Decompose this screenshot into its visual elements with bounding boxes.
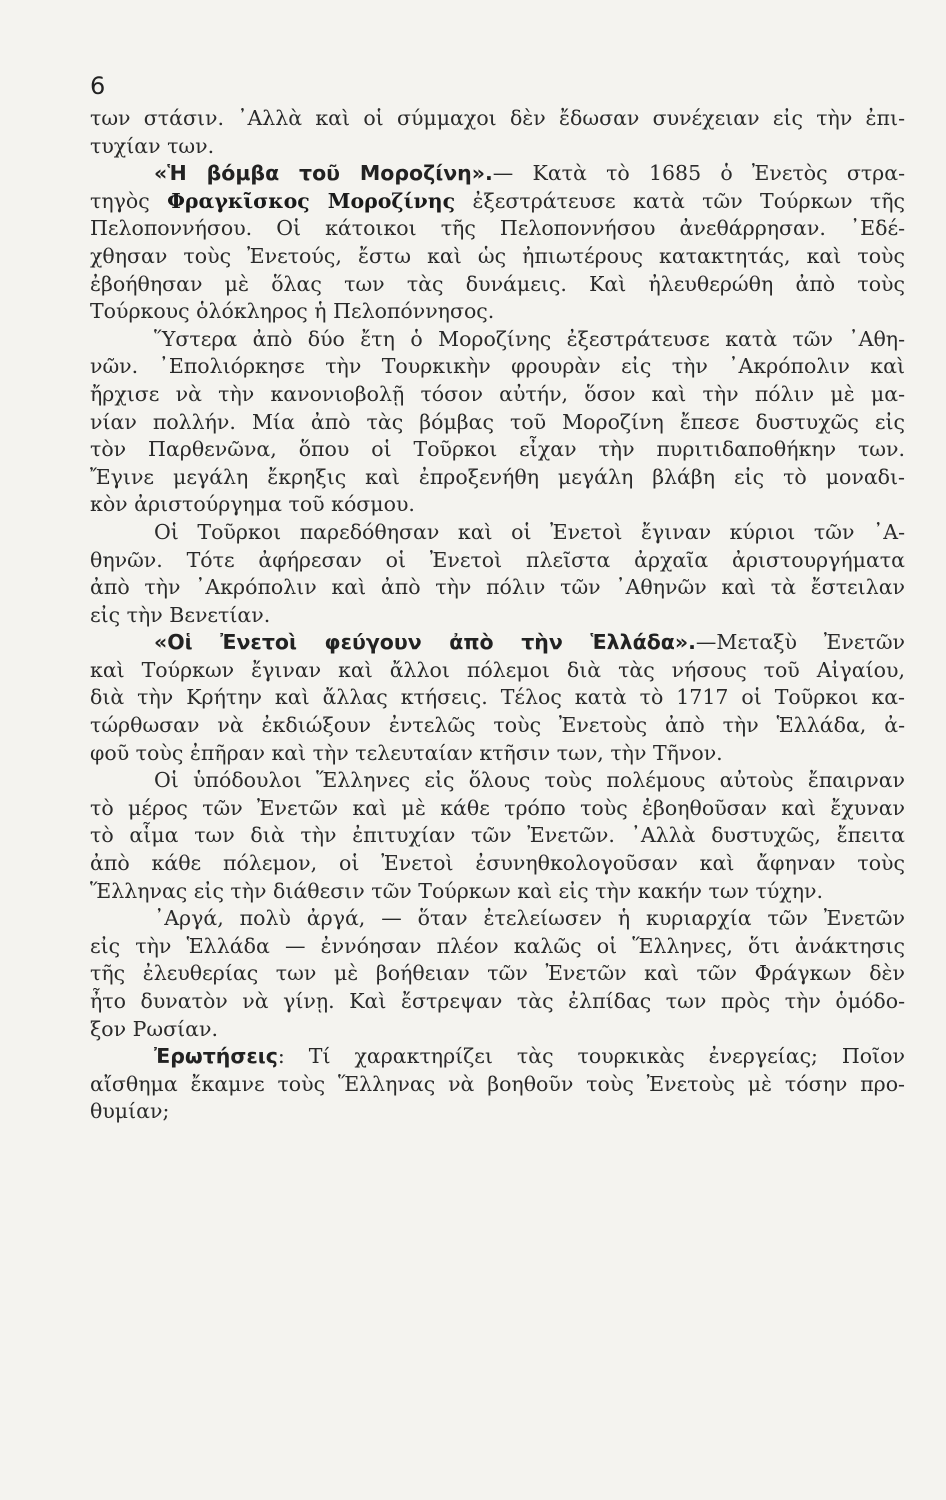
text-line: Πελοποννήσου. Οἱ κάτοικοι τῆς Πελοποννήσου ἀνεθάρρησαν. ᾿Εδέ-	[90, 216, 905, 241]
questions-line	[90, 1043, 905, 1071]
text-line: καὶ Τούρκων ἔγιναν καὶ ἄλλοι πόλεμοι διὰ τὰς νήσους τοῦ Αἰγαίου,	[90, 657, 905, 682]
questions-label: Ἐρωτήσεις	[154, 1044, 278, 1069]
text-line: αἴσθημα ἔκαμνε τοὺς Ἕλληνας νὰ βοηθοῦν τοὺς Ἐνετοὺς μὲ τόσην προ-	[90, 1071, 905, 1096]
text-line: θηνῶν. Τότε ἀφήρεσαν οἱ Ἐνετοὶ πλεῖστα ἀρχαῖα ἀριστουργήματα	[90, 547, 905, 572]
text-line: Οἱ ὑπόδουλοι Ἕλληνες εἰς ὅλους τοὺς πολέμους αὐτοὺς ἔπαιρναν	[154, 768, 905, 793]
text-line: τὸν Παρθενῶνα, ὅπου οἱ Τοῦρκοι εἶχαν τὴν πυριτιδαποθήκην των.	[90, 437, 905, 462]
text-line: νίαν πολλήν. Μία ἀπὸ τὰς βόμβας τοῦ Μοροζίνη ἔπεσε δυστυχῶς εἰς	[90, 409, 905, 434]
text-line: των στάσιν. ᾿Αλλὰ καὶ οἱ σύμμαχοι δὲν ἔδωσαν συνέχειαν εἰς τὴν ἐπι-	[90, 106, 905, 130]
text-line: νῶν. ᾿Επολιόρκησε τὴν Τουρκικὴν φρουρὰν εἰς τὴν ᾿Ακρόπολιν καὶ	[90, 354, 905, 379]
text-line: Τούρκους ὁλόκληρος ἡ Πελοπόννησος.	[90, 299, 495, 324]
text-line: θυμίαν;	[90, 1099, 170, 1124]
text-fragment: — Κατὰ τὸ 1685 ὁ Ἐνετὸς στρα-	[492, 161, 905, 186]
text-line: Ἔγινε μεγάλη ἔκρηξις καὶ ἐπροξενήθη μεγάλη βλάβη εἰς τὸ μοναδι-	[90, 464, 905, 489]
text-fragment: —Μεταξὺ Ἐνετῶν	[695, 630, 905, 655]
text-line: τώρθωσαν νὰ ἐκδιώξουν ἐντελῶς τοὺς Ἐνετοὺς ἀπὸ τὴν Ἑλλάδα, ἀ-	[90, 713, 905, 738]
text-line: διὰ τὴν Κρήτην καὶ ἄλλας κτήσεις. Τέλος κατὰ τὸ 1717 οἱ Τοῦρκοι κα-	[90, 685, 905, 710]
text-line: ἤρχισε νὰ τὴν κανονιοβολῇ τόσον αὐτήν, ὅσον καὶ τὴν πόλιν μὲ μα-	[90, 381, 905, 406]
text-line: Ἕλληνας εἰς τὴν διάθεσιν τῶν Τούρκων καὶ εἰς τὴν κακήν των τύχην.	[90, 878, 824, 903]
text-line: κὸν ἀριστούργημα τοῦ κόσμου.	[90, 492, 415, 517]
section-heading: «Ἡ βόμβα τοῦ Μοροζίνη».	[154, 161, 493, 186]
section-heading-line	[90, 629, 905, 657]
text-fragment: : Τί χαρακτηρίζει τὰς τουρκικὰς ἐνεργείας; Ποῖον	[277, 1044, 905, 1069]
bold-name: Φραγκῖσκος Μοροζίνης	[167, 188, 456, 213]
text-line: ᾿Αργά, πολὺ ἀργά, — ὅταν ἐτελείωσεν ἡ κυριαρχία τῶν Ἐνετῶν	[154, 906, 905, 931]
text-line: ξον Ρωσίαν.	[90, 1016, 218, 1041]
text-fragment: τηγὸς	[90, 188, 168, 213]
section-heading: «Οἱ Ἐνετοὶ φεύγουν ἀπὸ τὴν Ἑλλάδα».	[154, 630, 696, 655]
section-heading-line	[90, 160, 905, 188]
text-line: φοῦ τοὺς ἐπῆραν καὶ τὴν τελευταίαν κτῆσιν των, τὴν Τῆνον.	[90, 740, 723, 765]
text-line: τυχίαν των.	[90, 133, 215, 158]
text-line: ἐβοήθησαν μὲ ὅλας των τὰς δυνάμεις. Καὶ ἠλευθερώθη ἀπὸ τοὺς	[90, 271, 905, 296]
text-line: τὸ αἷμα των διὰ τὴν ἐπιτυχίαν τῶν Ἐνετῶν. ᾿Αλλὰ δυστυχῶς, ἔπειτα	[90, 823, 905, 848]
text-line: τῆς ἐλευθερίας των μὲ βοήθειαν τῶν Ἐνετῶν καὶ τῶν Φράγκων δὲν	[90, 961, 905, 986]
text-line: εἰς τὴν Ἑλλάδα — ἐννόησαν πλέον καλῶς οἱ Ἕλληνες, ὅτι ἀνάκτησις	[90, 933, 905, 958]
text-line: εἰς τὴν Βενετίαν.	[90, 602, 271, 627]
text-line	[90, 188, 905, 216]
page-number: 6	[90, 72, 106, 100]
text-line: Ὕστερα ἀπὸ δύο ἔτη ὁ Μοροζίνης ἐξεστράτευσε κατὰ τῶν ᾿Αθη-	[154, 326, 905, 351]
text-line: Οἱ Τοῦρκοι παρεδόθησαν καὶ οἱ Ἐνετοὶ ἔγιναν κύριοι τῶν ᾿Α-	[154, 519, 905, 544]
text-line: ἀπὸ τὴν ᾿Ακρόπολιν καὶ ἀπὸ τὴν πόλιν τῶν ᾿Αθηνῶν καὶ τὰ ἔστειλαν	[90, 575, 905, 600]
text-line: χθησαν τοὺς Ἐνετούς, ἔστω καὶ ὡς ἠπιωτέρους κατακτητάς, καὶ τοὺς	[90, 243, 905, 268]
text-line: ἀπὸ κάθε πόλεμον, οἱ Ἐνετοὶ ἐσυνηθκολογοῦσαν καὶ ἄφηναν τοὺς	[90, 851, 905, 876]
text-line: τὸ μέρος τῶν Ἐνετῶν καὶ μὲ κάθε τρόπο τοὺς ἐβοηθοῦσαν καὶ ἔχυναν	[90, 795, 905, 820]
page-body	[90, 105, 905, 1126]
text-line: ἦτο δυνατὸν νὰ γίνῃ. Καὶ ἔστρεψαν τὰς ἐλπίδας των πρὸς τὴν ὁμόδο-	[90, 989, 905, 1013]
text-fragment: ἐξεστράτευσε κατὰ τῶν Τούρκων τῆς	[455, 188, 905, 213]
